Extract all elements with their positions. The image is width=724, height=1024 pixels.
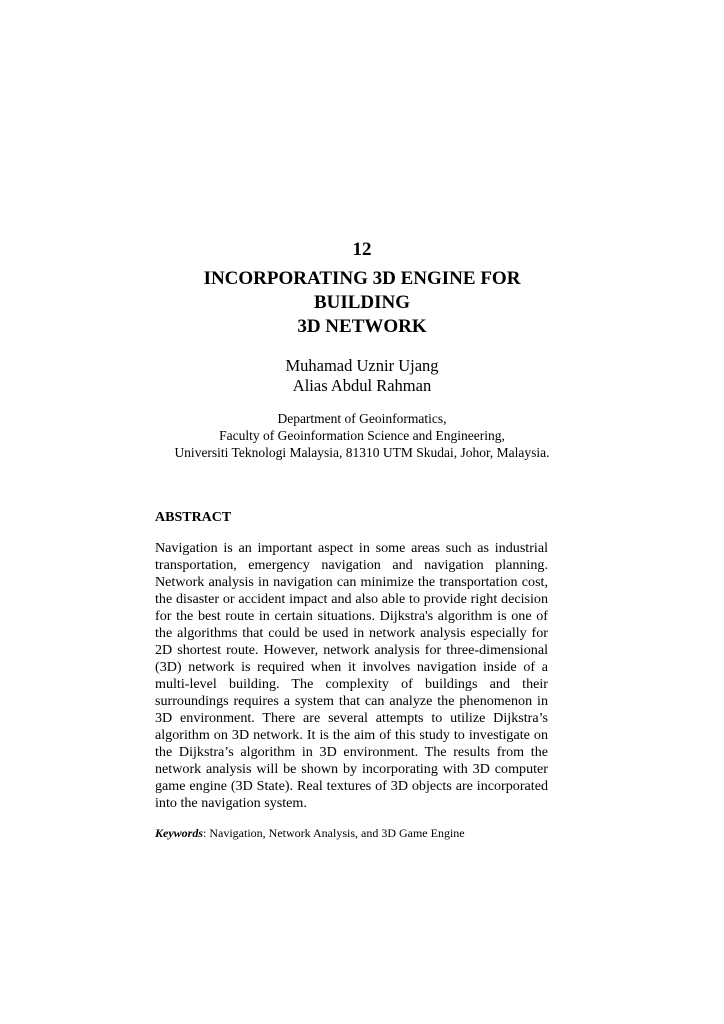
- keywords-separator: :: [203, 826, 207, 840]
- title-line: 3D NETWORK: [297, 316, 427, 337]
- keywords-label: Keywords: [155, 826, 203, 840]
- keywords-line: [155, 826, 575, 841]
- title-line: BUILDING: [313, 292, 411, 313]
- affiliation-line: Universiti Teknologi Malaysia, 81310 UTM Skudai, Johor, Malaysia.: [174, 445, 550, 460]
- author-list: [0, 356, 724, 396]
- chapter-title: [0, 267, 724, 339]
- title-line: INCORPORATING 3D ENGINE FOR: [203, 268, 521, 289]
- keywords-text: Navigation, Network Analysis, and 3D Game Engine: [206, 826, 465, 840]
- chapter-number: 12: [352, 239, 372, 260]
- author-name: Alias Abdul Rahman: [292, 376, 432, 395]
- abstract-heading: ABSTRACT: [155, 510, 232, 525]
- affiliation-line: Department of Geoinformatics,: [277, 411, 447, 426]
- author-name: Muhamad Uznir Ujang: [285, 356, 439, 375]
- affiliation-line: Faculty of Geoinformation Science and Engineering,: [219, 428, 505, 443]
- author-affiliation: [0, 410, 724, 461]
- abstract-body: Navigation is an important aspect in some areas such as industrial transportation, emergency navigation and navigation planning. Network analysis in navigation can minimize the transportation cost, the disaster or accident impact and also able to provide right decision for the best route in certain situations. Dijkstra's algorithm is one of the algorithms that could be used in network analysis especially for 2D shortest route. However, network analysis for three-dimensional (3D) network is required when it involves navigation inside of a multi-level building. The complexity of buildings and their surroundings requires a system that can analyze the phenomenon in 3D environment. There are several attempts to utilize Dijkstra’s algorithm on 3D network. It is the aim of this study to investigate on the Dijkstra’s algorithm in 3D environment. The results from the network analysis will be shown by incorporating with 3D computer game engine (3D State). Real textures of 3D objects are incorporated into the navigation system.: [155, 540, 548, 811]
